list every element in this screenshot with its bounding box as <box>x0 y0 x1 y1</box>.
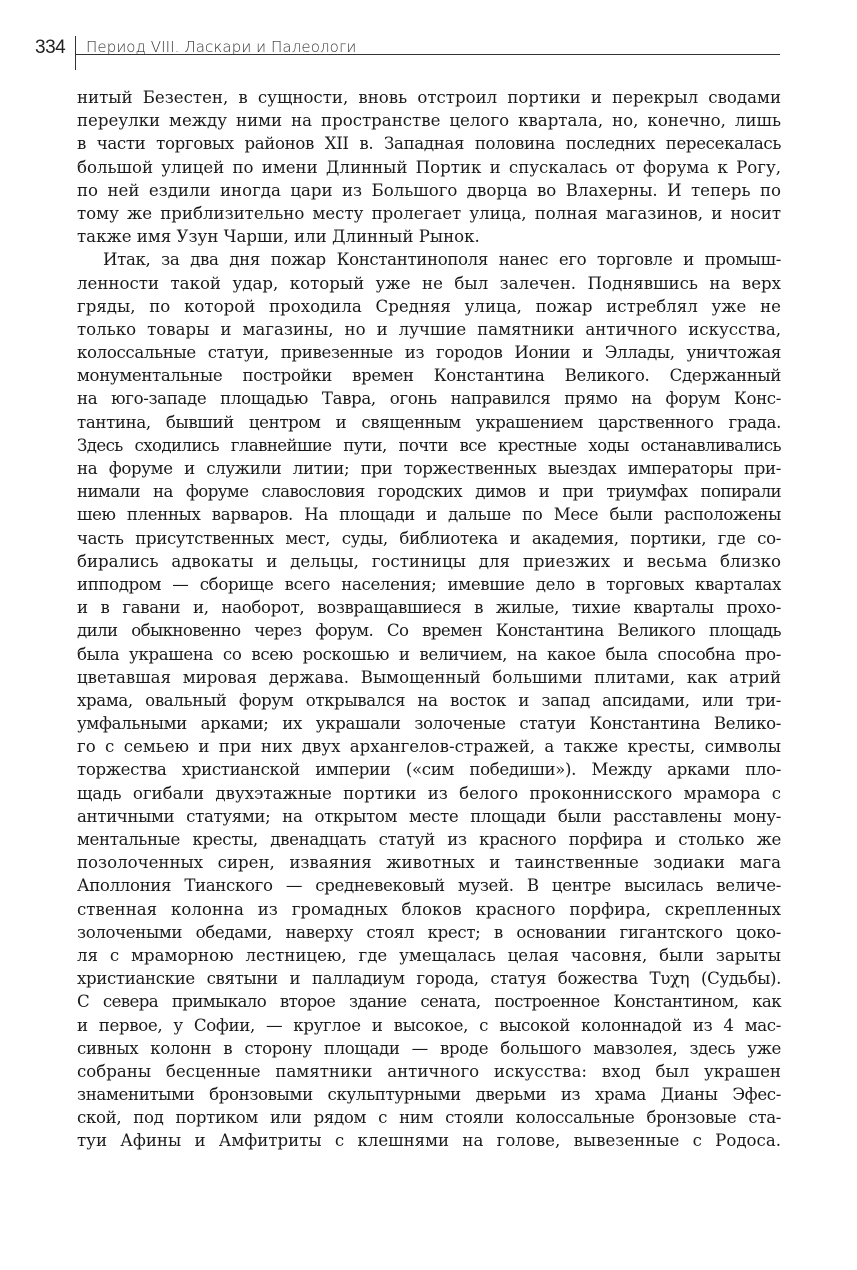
text-line: храма, овальный форум открывался на восток и запад апсидами, или три- <box>77 690 781 710</box>
text-line: Итак, за два дня пожар Константинополя нанес его торговле и промыш- <box>103 250 781 270</box>
text-line: нитый Безестен, в сущности, вновь отстроил портики и перекрыл сводами <box>77 88 781 107</box>
text-line: собраны бесценные памятники античного искусства: вход был украшен <box>77 1061 781 1081</box>
text-line: знаменитыми бронзовыми скульптурными дверьми из храма Дианы Эфес- <box>77 1085 781 1105</box>
text-line: также имя Узун Чарши, или Длинный Рынок. <box>77 227 480 247</box>
text-line: только товары и магазины, но и лучшие памятники античного искусства, <box>77 319 781 339</box>
header-vertical-rule <box>75 36 76 70</box>
text-line: гряды, по которой проходила Средняя улица, пожар истреблял уже не <box>77 296 781 316</box>
text-line: золочеными обедами, наверху стоял крест; в основании гигантского цоко- <box>77 922 781 942</box>
text-line: и первое, у Софии, — круглое и высокое, с высокой колоннадой из 4 мас- <box>77 1015 781 1035</box>
text-line: ипподром — сборище всего населения; имевшие дело в торговых кварталах <box>77 574 781 594</box>
text-line: колоссальные статуи, привезенные из городов Ионии и Эллады, уничтожая <box>77 343 781 363</box>
text-line: бирались адвокаты и дельцы, гостиницы для приезжих и весьма близко <box>77 551 781 571</box>
text-line: ля с мраморною лестницею, где умещалась целая часовня, были зарыты <box>77 945 781 965</box>
text-line: позолоченных сирен, изваяния животных и таинственные зодиаки мага <box>77 853 781 873</box>
text-line: большой улицей по имени Длинный Портик и спускалась от форума к Рогу, <box>77 157 781 177</box>
text-line: на форуме и служили литии; при торжественных выездах императоры при- <box>77 459 781 478</box>
text-line: нимали на форуме славословия городских димов и при триумфах попирали <box>77 482 781 502</box>
text-line: была украшена со всею роскошью и величием, на какое была способна про- <box>77 644 781 664</box>
text-line: тантина, бывший центром и священным украшением царственного града. <box>77 412 781 432</box>
text-line: шею пленных варваров. На площади и дальше по Месе были расположены <box>77 505 781 525</box>
text-line: часть присутственных мест, суды, библиотека и академия, портики, где со- <box>77 528 781 548</box>
running-head <box>35 36 780 70</box>
text-line: тому же приблизительно месту пролегает улица, полная магазинов, и носит <box>77 203 781 223</box>
text-line: по ней ездили иногда цари из Большого дворца во Влахерны. И теперь по <box>77 180 781 200</box>
text-line: ментальные кресты, двенадцать статуй из красного порфира и столько же <box>77 830 781 849</box>
text-line: щадь огибали двухэтажные портики из белого проконнисского мрамора с <box>77 783 781 803</box>
text-line: торжества христианской империи («сим победиши»). Между арками пло- <box>77 760 781 780</box>
text-line: цветавшая мировая держава. Вымощенный большими плитами, как атрий <box>77 667 781 687</box>
text-line: Аполлония Тианского — средневековый музей. В центре высилась величе- <box>77 876 781 896</box>
running-title: Период VIII. Ласкари и Палеологи <box>86 38 357 56</box>
paragraph-2 <box>77 248 781 1152</box>
text-line: ственная колонна из громадных блоков красного порфира, скрепленных <box>77 899 781 919</box>
text-line: переулки между ними на пространстве целого квартала, но, конечно, лишь <box>77 111 781 131</box>
text-line: сивных колонн в сторону площади — вроде большого мавзолея, здесь уже <box>77 1038 781 1058</box>
text-line: и в гавани и, наоборот, возвращавшиеся в жилые, тихие кварталы прохо- <box>77 598 781 618</box>
text-line: на юго-западе площадью Тавра, огонь направился прямо на форум Конс- <box>77 389 781 409</box>
text-line: ленности такой удар, который уже не был залечен. Поднявшись на верх <box>77 273 781 293</box>
text-line: в части торговых районов XII в. Западная половина последних пересекалась <box>77 134 781 154</box>
text-line: дили обыкновенно через форум. Со времен Константина Великого площадь <box>77 621 781 641</box>
text-line: умфальными арками; их украшали золоченые статуи Константина Велико- <box>77 714 781 734</box>
body-text <box>77 86 781 1153</box>
text-line: христианские святыни и палладиум города, статуя божества Τυχη (Судьбы). <box>77 969 781 989</box>
paragraph-1 <box>77 86 781 248</box>
text-line: ской, под портиком или рядом с ним стояли колоссальные бронзовые ста- <box>77 1108 781 1128</box>
text-line: Здесь сходились главнейшие пути, почти все крестные ходы останавливались <box>77 435 781 455</box>
page-number: 334 <box>35 37 66 58</box>
text-line: С севера примыкало второе здание сената, построенное Константином, как <box>77 992 781 1012</box>
text-line: туи Афины и Амфитриты с клешнями на голове, вывезенные с Родоса. <box>77 1131 781 1151</box>
text-line: античными статуями; на открытом месте площади были расставлены мону- <box>77 806 781 826</box>
text-line: го с семьею и при них двух архангелов-стражей, а также кресты, символы <box>77 737 781 757</box>
text-line: монументальные постройки времен Константина Великого. Сдержанный <box>77 366 781 386</box>
